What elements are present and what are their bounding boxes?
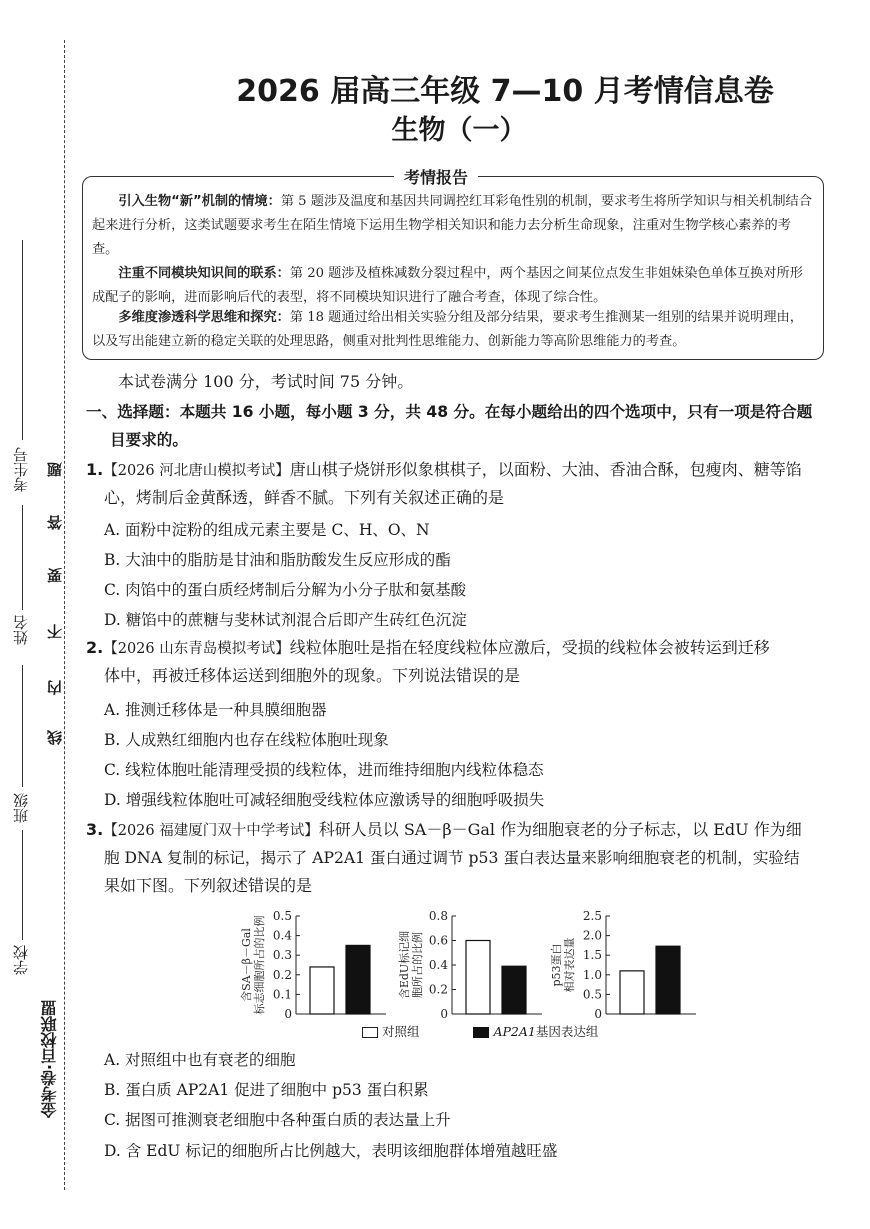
question-number: 1. bbox=[86, 460, 104, 479]
bar-chart-figure bbox=[0, 902, 870, 1042]
option-b[interactable]: B. 大油中的脂肪是甘油和脂肪酸发生反应形成的酯 bbox=[104, 551, 451, 569]
question-source: 【2026 福建厦门双十中学考试】 bbox=[103, 823, 319, 839]
question-stem: 线粒体胞吐是指在轻度线粒体应激后，受损的线粒体会被转运到迁移 bbox=[289, 638, 770, 657]
report-item-label: 引入生物“新”机制的情境： bbox=[118, 194, 281, 209]
exam-number-label: 考生号 bbox=[12, 447, 30, 492]
question-number: 2. bbox=[86, 638, 104, 657]
y-tick-label: 0.6 bbox=[428, 933, 448, 948]
section-heading-cont: 目要求的。 bbox=[110, 431, 188, 449]
bar-overexpression bbox=[346, 945, 370, 1014]
y-axis-label: 含EdU标记细 bbox=[398, 930, 411, 1000]
y-axis-label: 相对表达量 bbox=[563, 937, 576, 993]
option-d[interactable]: D. 含 EdU 标记的细胞所占比例越大，表明该细胞群体增殖越旺盛 bbox=[104, 1142, 558, 1160]
legend-swatch-overexpression bbox=[473, 1027, 489, 1038]
y-tick-label: 0.2 bbox=[428, 982, 448, 997]
option-b[interactable]: B. 蛋白质 AP2A1 促进了细胞中 p53 蛋白积累 bbox=[104, 1081, 429, 1099]
legend-label-control: 对照组 bbox=[381, 1024, 420, 1039]
y-axis-label: 胞所占的比例 bbox=[411, 932, 424, 998]
question-stem-cont: 果如下图。下列叙述错误的是 bbox=[104, 876, 313, 895]
question-2 bbox=[86, 638, 770, 659]
exam-info: 本试卷满分 100 分，考试时间 75 分钟。 bbox=[118, 372, 414, 391]
y-tick-label: 0.1 bbox=[272, 987, 292, 1002]
bar-control bbox=[620, 971, 644, 1014]
name-label: 姓名 bbox=[12, 615, 30, 645]
seal-char: 线 bbox=[46, 730, 64, 745]
y-tick-label: 1.5 bbox=[582, 948, 602, 963]
question-source: 【2026 山东青岛模拟考试】 bbox=[103, 641, 290, 657]
exam-number-blank bbox=[22, 240, 23, 440]
y-tick-label: 2.5 bbox=[582, 909, 602, 923]
option-c[interactable]: C. 线粒体胞吐能清理受损的线粒体，进而维持细胞内线粒体稳态 bbox=[104, 761, 544, 779]
y-tick-label: 0.3 bbox=[272, 948, 292, 963]
bar-control bbox=[466, 941, 490, 1015]
y-tick-label: 0 bbox=[284, 1007, 292, 1021]
bar-control bbox=[310, 967, 334, 1014]
name-blank bbox=[22, 505, 23, 610]
y-tick-label: 0.5 bbox=[272, 909, 292, 923]
y-axis-label: 标志细胞所占的比例 bbox=[253, 915, 266, 1015]
legend-gene-name: AP2A1 bbox=[493, 1024, 536, 1039]
option-a[interactable]: A. 推测迁移体是一种具膜细胞器 bbox=[104, 701, 327, 719]
seal-char: 题 bbox=[46, 462, 64, 477]
y-tick-label: 2.0 bbox=[582, 928, 602, 943]
report-item-text: 第 18 题通过给出相关实验分组及部分结果，要求考生推测某一组别的结果并说明理由，以及写出能建立新的稳定关联的处理思路，侧重对批判性思维能力、创新能力等高阶思维能力的考查。 bbox=[92, 310, 803, 349]
question-3 bbox=[86, 820, 802, 841]
class-blank bbox=[22, 665, 23, 787]
y-tick-label: 0.5 bbox=[582, 987, 602, 1002]
page-title: 2026 届高三年级 7—10 月考情信息卷 bbox=[236, 74, 774, 109]
brand-label: 金考卷·百校联盟 bbox=[40, 1000, 59, 1119]
legend-label-overexpression: 基因表达组 bbox=[535, 1024, 599, 1039]
question-source: 【2026 河北唐山模拟考试】 bbox=[103, 463, 290, 479]
seal-char: 答 bbox=[46, 515, 64, 530]
option-b[interactable]: B. 人成熟红细胞内也存在线粒体胞吐现象 bbox=[104, 731, 389, 749]
option-c[interactable]: C. 据图可推测衰老细胞中各种蛋白质的表达量上升 bbox=[104, 1111, 451, 1129]
class-label: 班级 bbox=[12, 793, 30, 823]
y-tick-label: 0 bbox=[440, 1007, 448, 1021]
report-item-text: 第 20 题涉及植株减数分裂过程中，两个基因之间某位点发生非姐妹染色单体互换对所形成配子的影响，进而影响后代的表型，将不同模块知识进行了融合考查，体现了综合性。 bbox=[92, 266, 803, 305]
report-item-label: 多维度渗透科学思维和探究： bbox=[118, 310, 290, 325]
report-item bbox=[92, 306, 816, 354]
y-tick-label: 0.2 bbox=[272, 967, 292, 982]
y-tick-label: 0.8 bbox=[428, 909, 448, 923]
seal-char: 内 bbox=[46, 680, 64, 695]
option-c[interactable]: C. 肉馅中的蛋白质经烤制后分解为小分子肽和氨基酸 bbox=[104, 581, 467, 599]
school-label: 学校 bbox=[12, 945, 30, 975]
y-tick-label: 0.4 bbox=[272, 928, 292, 943]
bar-overexpression bbox=[502, 966, 526, 1014]
question-number: 3. bbox=[86, 820, 104, 839]
chart-legend bbox=[362, 1022, 598, 1040]
report-item bbox=[92, 262, 816, 310]
report-heading: 考情报告 bbox=[394, 165, 478, 188]
section-heading: 一、选择题：本题共 16 小题，每小题 3 分，共 48 分。在每小题给出的四个选项中，只有一项是符合题 bbox=[86, 403, 813, 421]
question-stem-cont: 心，烤制后金黄酥透，鲜香不腻。下列有关叙述正确的是 bbox=[104, 488, 505, 507]
question-stem-cont: 胞 DNA 复制的标记，揭示了 AP2A1 蛋白通过调节 p53 蛋白表达量来影响细胞衰老的机制，实验结 bbox=[104, 849, 800, 867]
question-stem: 唐山棋子烧饼形似象棋棋子，以面粉、大油、香油合酥，包瘦肉、糖等馅 bbox=[289, 460, 802, 479]
y-axis-label: p53蛋白 bbox=[550, 943, 563, 987]
report-item bbox=[92, 190, 816, 262]
legend-swatch-control bbox=[362, 1027, 378, 1038]
question-stem: 科研人员以 SA－β－Gal 作为细胞衰老的分子标志，以 EdU 作为细 bbox=[318, 820, 802, 839]
page-subtitle: 生物（一） bbox=[391, 115, 527, 146]
y-axis-label: 含SA－β－Gal bbox=[240, 928, 253, 1002]
question-stem-cont: 体中，再被迁移体运送到细胞外的现象。下列说法错误的是 bbox=[104, 666, 521, 685]
y-tick-label: 1.0 bbox=[582, 967, 602, 982]
option-a[interactable]: A. 面粉中淀粉的组成元素主要是 C、H、O、N bbox=[104, 521, 430, 539]
y-tick-label: 0.4 bbox=[428, 958, 448, 972]
option-a[interactable]: A. 对照组中也有衰老的细胞 bbox=[104, 1051, 296, 1069]
bar-overexpression bbox=[656, 946, 680, 1014]
seal-char: 要 bbox=[46, 568, 64, 583]
question-1 bbox=[86, 460, 802, 481]
report-item-label: 注重不同模块知识间的联系： bbox=[118, 266, 290, 281]
y-tick-label: 0 bbox=[594, 1007, 602, 1021]
option-d[interactable]: D. 糖馅中的蔗糖与斐林试剂混合后即产生砖红色沉淀 bbox=[104, 611, 467, 629]
option-d[interactable]: D. 增强线粒体胞吐可减轻细胞受线粒体应激诱导的细胞呼吸损失 bbox=[104, 791, 545, 809]
report-item-text: 第 5 题涉及温度和基因共同调控红耳彩龟性别的机制，要求考生将所学知识与相关机制结合起来进行分析，这类试题要求考生在陌生情境下运用生物学相关知识和能力去分析生命现象，注重对生物学核心素养的考查。 bbox=[92, 194, 812, 257]
seal-char: 不 bbox=[46, 624, 64, 639]
